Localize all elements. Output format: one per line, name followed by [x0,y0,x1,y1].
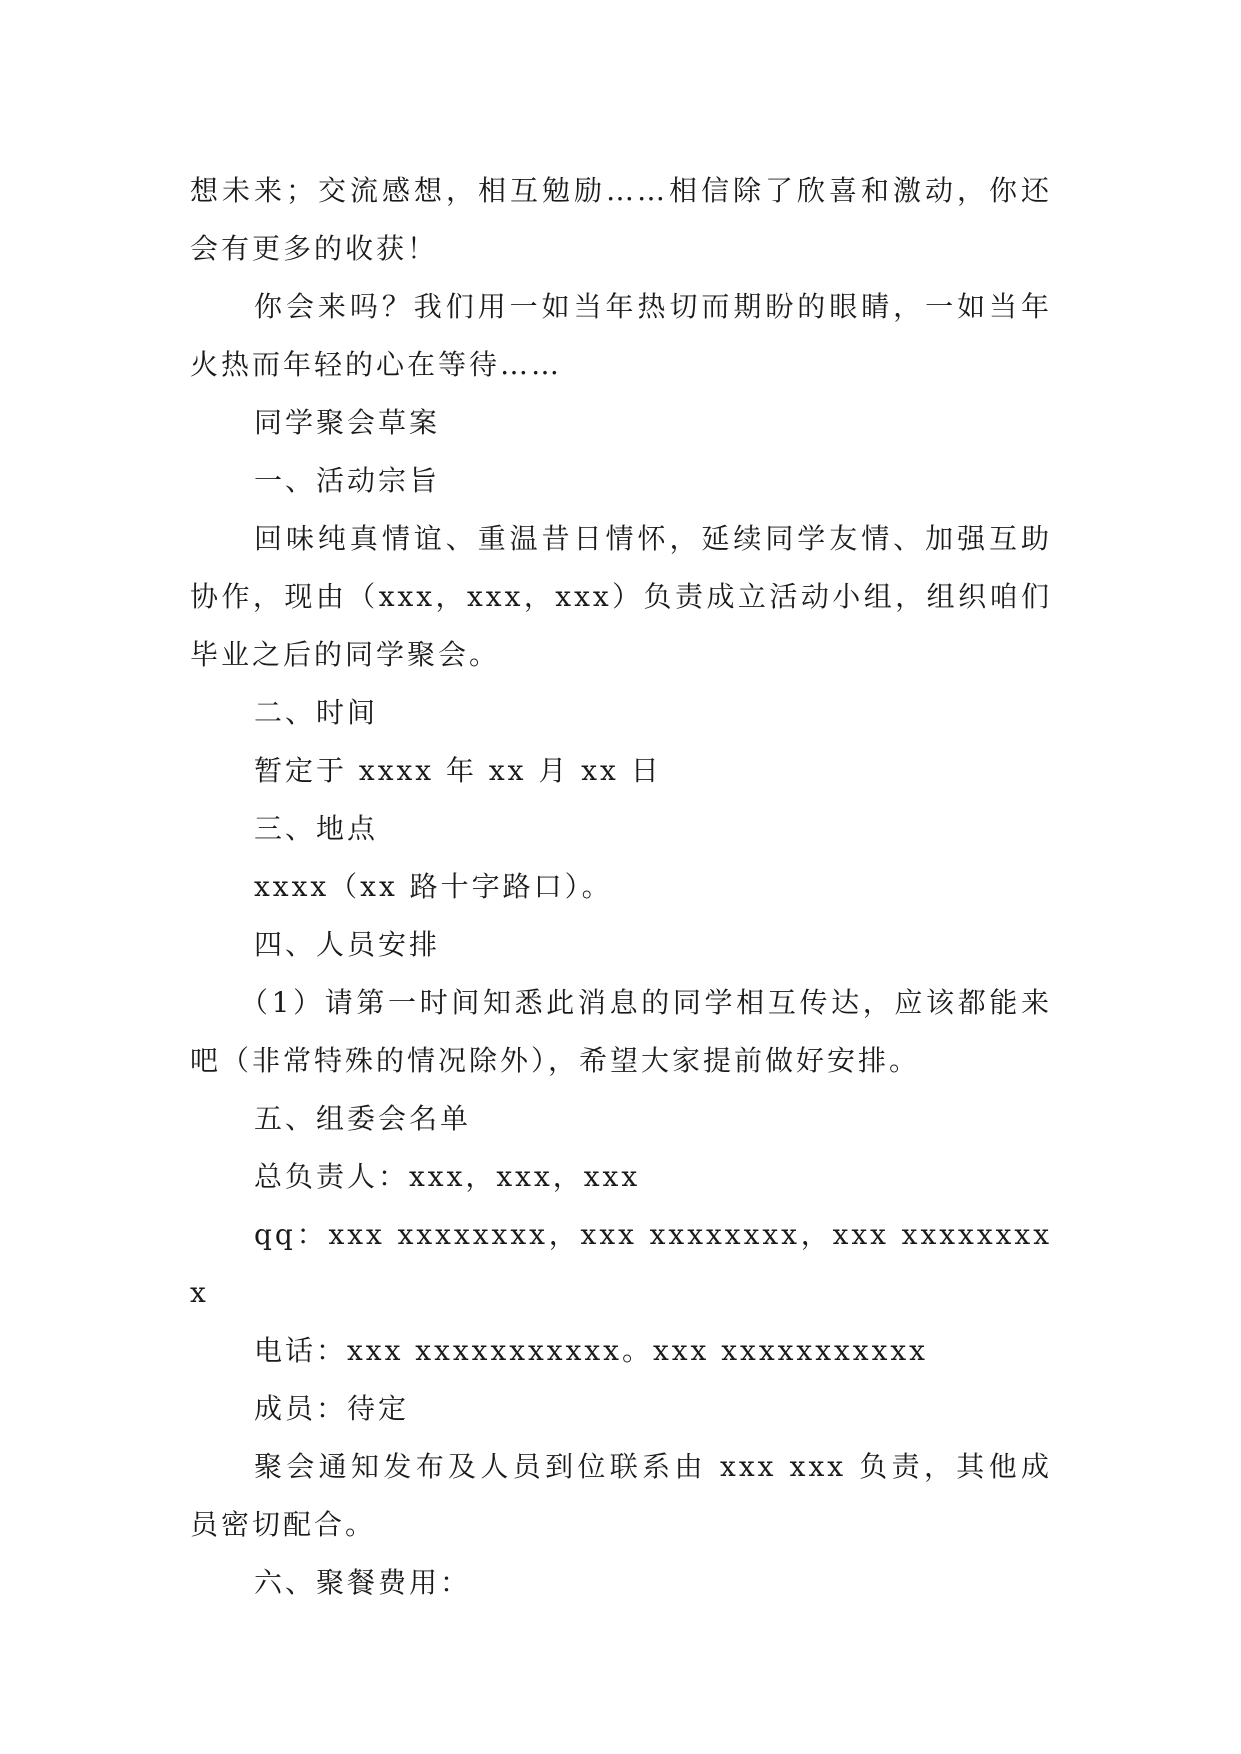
heading-purpose: 一、活动宗旨 [254,464,441,497]
paragraph-qq: qq：xxx xxxxxxxx，xxx xxxxxxxx，xxx xxxxxxxxx [190,1218,1052,1309]
paragraph-time: 暂定于 xxxx 年 xx 月 xx 日 [254,754,662,787]
heading-arrangement: 四、人员安排 [254,928,441,961]
paragraph-purpose: 回味纯真情谊、重温昔日情怀，延续同学友情、加强互助协作，现由（xxx，xxx，xxx）负责成立活动小组，组织咱们毕业之后的同学聚会。 [190,522,1052,671]
paragraph-location: xxxx（xx 路十字路口）。 [254,870,613,903]
paragraph-invitation: 你会来吗？我们用一如当年热切而期盼的眼睛，一如当年火热而年轻的心在等待…… [190,290,1052,381]
heading-location: 三、地点 [254,812,379,845]
paragraph-continuation: 想未来；交流感想，相互勉励……相信除了欣喜和激动，你还会有更多的收获！ [190,174,1052,265]
heading-dinner-cost: 六、聚餐费用： [254,1566,472,1599]
paragraph-members: 成员：待定 [254,1392,410,1425]
paragraph-leaders: 总负责人：xxx，xxx，xxx [254,1160,641,1193]
heading-committee: 五、组委会名单 [254,1102,472,1135]
heading-time: 二、时间 [254,696,379,729]
section-title: 同学聚会草案 [254,406,441,439]
paragraph-notice: 聚会通知发布及人员到位联系由 xxx xxx 负责，其他成员密切配合。 [190,1450,1052,1541]
paragraph-phone: 电话：xxx xxxxxxxxxxx。xxx xxxxxxxxxxx [254,1334,928,1367]
document-body [190,162,1052,1612]
paragraph-arrangement: （1）请第一时间知悉此消息的同学相互传达，应该都能来吧（非常特殊的情况除外），希望大家提前做好安排。 [190,986,1052,1077]
